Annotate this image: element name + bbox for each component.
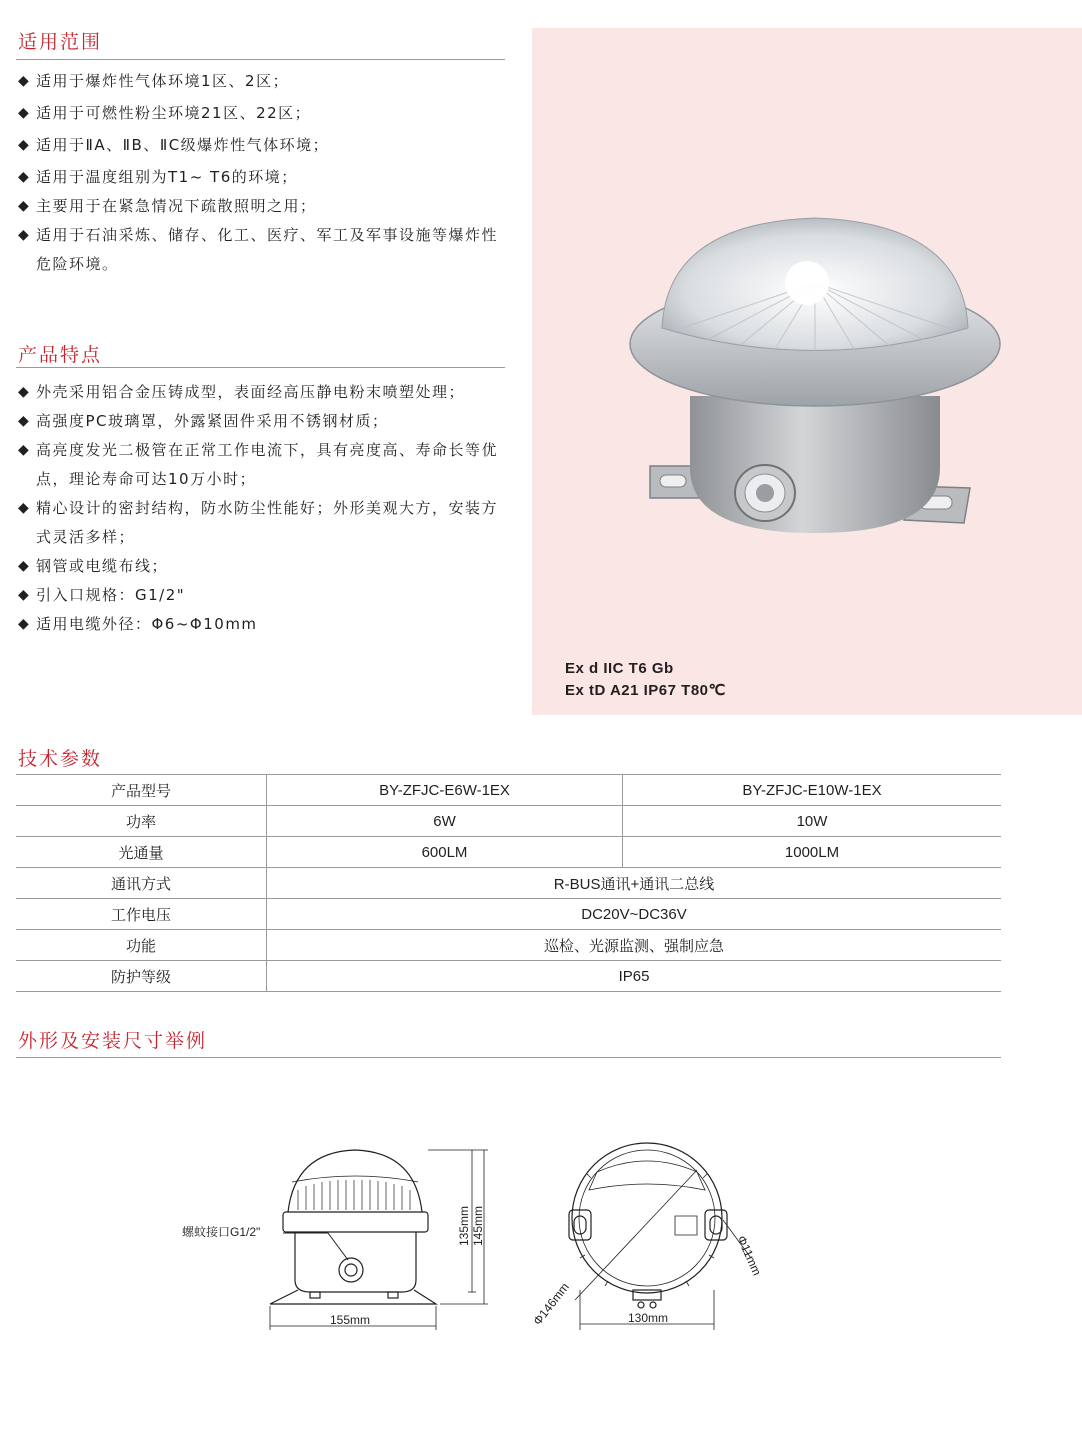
- drawing-bottom-fitting: [633, 1290, 661, 1300]
- spec-value: BY-ZFJC-E6W-1EX: [267, 775, 623, 806]
- list-item: ◆ 高强度PC玻璃罩，外露紧固件采用不锈钢材质；: [18, 407, 503, 436]
- dim-hole: Φ11mm: [734, 1233, 765, 1278]
- list-item: ◆ 适用于温度组别为T1~ T6的环境；: [18, 163, 498, 192]
- spec-name: 通讯方式: [16, 868, 267, 899]
- dim-height-2: 145mm: [471, 1205, 485, 1246]
- spec-name: 光通量: [16, 837, 267, 868]
- dim-height-1: 135mm: [457, 1205, 471, 1246]
- spec-value: 1000LM: [623, 837, 1002, 868]
- cable-gland: [735, 465, 795, 521]
- section-title-scope: 适用范围: [18, 31, 103, 53]
- ex-marking-2: Ex tD A21 IP67 T80℃: [565, 682, 726, 699]
- spec-name: 功率: [16, 806, 267, 837]
- spec-value: 6W: [267, 806, 623, 837]
- section-rule: [16, 59, 505, 60]
- list-item: ◆ 主要用于在紧急情况下疏散照明之用；: [18, 192, 498, 221]
- list-item: ◆ 适用于爆炸性气体环境1区、2区；: [18, 67, 498, 96]
- table-row: [16, 868, 1001, 899]
- scope-list: [18, 67, 498, 279]
- drawing-ring-ticks: [580, 1174, 714, 1286]
- spec-value: 600LM: [267, 837, 623, 868]
- drawing-dome-ribs: [292, 1176, 418, 1210]
- spec-value: IP65: [267, 961, 1002, 992]
- list-item: ◆ 适用于ⅡA、ⅡB、ⅡC级爆炸性气体环境；: [18, 131, 498, 160]
- list-item: ◆ 钢管或电缆布线；: [18, 552, 503, 581]
- product-photo: [532, 28, 1082, 715]
- drawing-lug-right: [705, 1210, 727, 1240]
- thread-label: 螺蚊接口G1/2": [182, 1225, 261, 1239]
- spec-name: 工作电压: [16, 899, 267, 930]
- section-rule: [16, 367, 505, 368]
- spec-value: BY-ZFJC-E10W-1EX: [623, 775, 1002, 806]
- ex-marking-1: Ex d IIC T6 Gb: [565, 660, 674, 677]
- list-item: ◆ 外壳采用铝合金压铸成型，表面经高压静电粉末喷塑处理；: [18, 378, 503, 407]
- side-view-drawing: [170, 1140, 500, 1340]
- table-row: [16, 806, 1001, 837]
- top-view-drawing: [525, 1140, 785, 1340]
- table-row: [16, 899, 1001, 930]
- table-row: [16, 837, 1001, 868]
- section-rule: [16, 1057, 1001, 1058]
- thread-leader: [283, 1233, 348, 1260]
- spec-value: 10W: [623, 806, 1002, 837]
- list-item: ◆ 适用于石油采炼、储存、化工、医疗、军工及军事设施等爆炸性危险环境。: [18, 221, 498, 279]
- drawing-body: [295, 1232, 416, 1292]
- spec-value: DC20V~DC36V: [267, 899, 1002, 930]
- list-item: ◆ 适用于可燃性粉尘环境21区、22区；: [18, 99, 498, 128]
- spec-name: 产品型号: [16, 775, 267, 806]
- drawing-rim: [283, 1212, 428, 1232]
- dim-width-top: 130mm: [628, 1311, 669, 1325]
- spec-name: 防护等级: [16, 961, 267, 992]
- section-title-features: 产品特点: [18, 344, 103, 366]
- dim-width-side: 155mm: [330, 1313, 371, 1327]
- lamp-body: [690, 396, 940, 533]
- list-item: ◆ 引入口规格：G1/2": [18, 581, 503, 610]
- table-row: [16, 930, 1001, 961]
- spec-value: R-BUS通讯+通讯二总线: [267, 868, 1002, 899]
- list-item: ◆ 高亮度发光二极管在正常工作电流下，具有亮度高、寿命长等优点，理论寿命可达10万小时；: [18, 436, 503, 494]
- spec-name: 功能: [16, 930, 267, 961]
- drawing-gland: [339, 1258, 363, 1282]
- dim-diameter: Φ146mm: [530, 1280, 572, 1328]
- spec-table: [16, 774, 1001, 992]
- table-row: [16, 961, 1001, 992]
- led-glow: [785, 261, 829, 305]
- table-row: [16, 775, 1001, 806]
- list-item: ◆ 适用电缆外径：Φ6~Φ10mm: [18, 610, 503, 639]
- section-title-dimensions: 外形及安装尺寸举例: [18, 1030, 208, 1052]
- spec-value: 巡检、光源监测、强制应急: [267, 930, 1002, 961]
- section-title-specs: 技术参数: [18, 748, 103, 770]
- drawing-outer-ring: [572, 1143, 722, 1293]
- features-list: [18, 378, 503, 639]
- list-item: ◆ 精心设计的密封结构，防水防尘性能好；外形美观大方，安装方式灵活多样；: [18, 494, 503, 552]
